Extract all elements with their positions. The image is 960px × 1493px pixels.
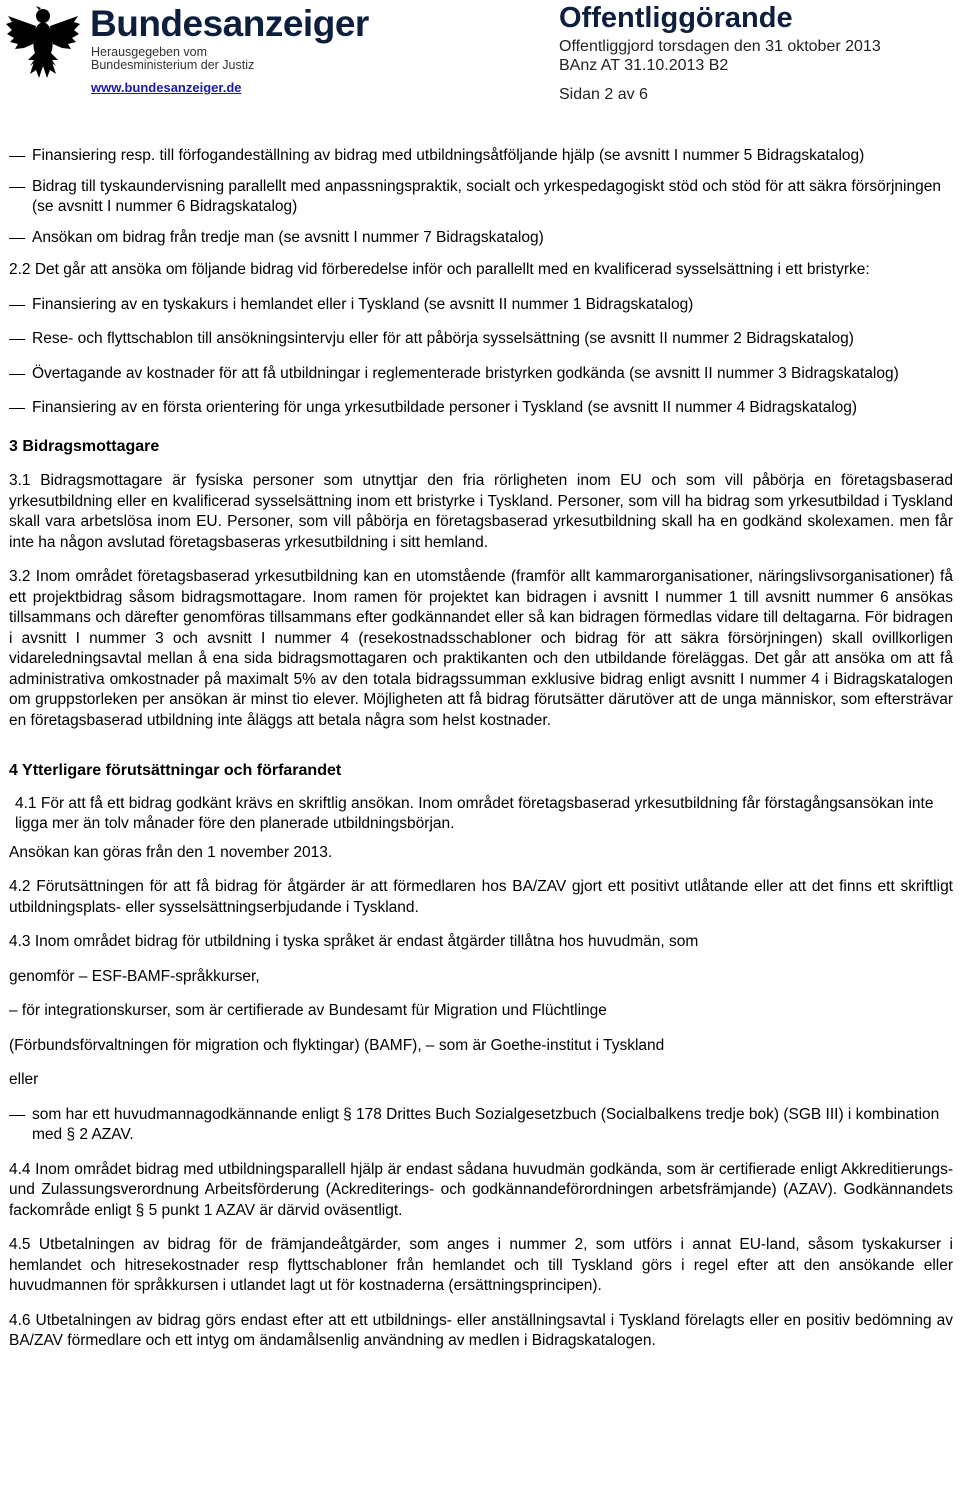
paragraph-4-1: 4.1 För att få ett bidrag godkänt krävs en skriftlig ansökan. Inom området företagsbaserad yrkesutbildning får förstagångsansökan inte ligga mer än tolv månader före den planerade utbildningsbörjan. <box>15 794 934 832</box>
list-item: Finansiering av en första orientering för unga yrkesutbildade personer i Tyskland (se avsnitt II nummer 4 Bidragskatalog) <box>9 398 953 419</box>
publication-title: Offentliggörande <box>559 2 793 34</box>
page-header <box>0 0 960 110</box>
paragraph-4-3: 4.3 Inom området bidrag för utbildning i tyska språket är endast åtgärder tillåtna hos huvudmän, som <box>9 933 699 950</box>
brand-url-link[interactable]: www.bundesanzeiger.de <box>91 80 242 95</box>
paragraph-4-4: 4.4 Inom området bidrag med utbildningsparallell hjälp är endast sådana huvudmän godkända, som är certifierade enligt Akkreditierungs- und Zulassungsverordnung Arbeitsförderung (Ackrediterings- och godkännandeförordningen arbetsfrämjande) (AZAV). Godkännandets fackområde enligt § 5 punkt 1 AZAV är därvid oväsentligt. <box>9 1160 953 1219</box>
paragraph-4-3-or: eller <box>9 1071 39 1088</box>
list-item: Övertagande av kostnader för att få utbildningar i reglementerade bristyrken godkända (se avsnitt II nummer 3 Bidragskatalog) <box>9 364 953 385</box>
section-heading-4: 4 Ytterligare förutsättningar och förfarandet <box>9 762 342 779</box>
list-item: Ansökan om bidrag från tredje man (se avsnitt I nummer 7 Bidragskatalog) <box>9 228 953 249</box>
page-number: Sidan 2 av 6 <box>559 86 648 103</box>
paragraph-3-2: 3.2 Inom området företagsbaserad yrkesutbildning kan en utomstående (framför allt kammarorganisationer, näringslivsorganisationer) få ett projektbidrag såsom bidragsmottagare. Inom ramen för projektet kan bidragen i avsnitt I nummer 1 till avsnitt nummer 6 ansökas tillsammans och därefter genomföras tillsammans efter godkännandet eller så kan bidragen förmedlas vidare till deltagarna. För bidragen i avsnitt I nummer 3 och avsnitt I nummer 4 (resekostnadsschabloner och bidrag för att säkra försörjningen) skall ovillkorligen vidareledningsavtal mellan å ena sida bidragsmottagaren och praktikanten och den utbildande föreläggas. Det går att ansöka om att få administrativa omkostnader på maximalt 5% av den totala bidragssumman exklusive bidrag enligt avsnitt I nummer 4 i Bidragskatalogen om gruppstorleken per ansökan är minst tio elever. Möjligheten att få bidrag förutsätter därutöver att de unga människor, som eftersträvar en företagsbaserad utbildning inte åläggs att betala några som helst kostnader. <box>9 568 953 729</box>
list-item: Finansiering av en tyskakurs i hemlandet eller i Tyskland (se avsnitt II nummer 1 Bidragskatalog) <box>9 295 953 316</box>
paragraph-4-1-date: Ansökan kan göras från den 1 november 2013. <box>9 843 333 861</box>
publication-date: Offentliggjord torsdagen den 31 oktober 2013 <box>559 38 881 55</box>
publication-reference: BAnz AT 31.10.2013 B2 <box>559 57 729 74</box>
list-item: Rese- och flyttschablon till ansökningsintervju eller för att påbörja sysselsättning (se avsnitt II nummer 2 Bidragskatalog) <box>9 329 953 350</box>
brand-sub-line1: Herausgegeben vom <box>91 45 208 59</box>
list-item: Finansiering resp. till förfogandeställning av bidrag med utbildningsåtföljande hjälp (se avsnitt I nummer 5 Bidragskatalog) <box>9 146 953 167</box>
document-body <box>9 146 953 1366</box>
list-item: Bidrag till tyskaundervisning parallellt med anpassningspraktik, socialt och yrkespedagogiskt stöd och stöd för att säkra försörjningen (se avsnitt I nummer 6 Bidragskatalog) <box>9 177 953 218</box>
brand-subtitle <box>91 46 254 72</box>
paragraph-4-2: 4.2 Förutsättningen för att få bidrag för åtgärder är att förmedlaren hos BA/ZAV gjort ett positivt utlåtande eller att det finns ett skriftligt utbildningsplats- eller sysselsättningserbjudande i Tyskland. <box>9 878 953 916</box>
paragraph-4-3-bamf: (Förbundsförvaltningen för migration och flyktingar) (BAMF), – som är Goethe-institut i Tyskland <box>9 1036 665 1054</box>
brand-title: Bundesanzeiger <box>90 3 369 44</box>
paragraph-4-6: 4.6 Utbetalningen av bidrag görs endast efter att ett utbildnings- eller anställningsavtal i Tyskland förelagts eller en positiv bedömning av BA/ZAV förmedlare och ett intyg om ändamålsenlig användning av medlen i Bidragskatalogen. <box>9 1311 953 1349</box>
paragraph-4-5: 4.5 Utbetalningen av bidrag för de främjandeåtgärder, som anges i nummer 2, som utförs i annat EU-land, såsom tyskakurser i hemlandet och hitresekostnader resp flyttschabloner från hemlandet och till Tyskland görs i regel efter att den ansökande eller huvudmannen för språkkursen i utlandet lagt ut för kostnaderna (ersättningsprincipen). <box>9 1236 953 1294</box>
list-item: som har ett huvudmannagodkännande enligt § 178 Drittes Buch Sozialgesetzbuch (Socialbalkens tredje bok) (SGB III) i kombination med § 2 AZAV. <box>9 1105 953 1146</box>
brand-sub-line2: Bundesministerium der Justiz <box>91 58 255 72</box>
paragraph-4-3-integration: – för integrationskurser, som är certifierade av Bundesamt für Migration und Flüchtlinge <box>9 1002 607 1019</box>
paragraph-2-2: 2.2 Det går att ansöka om följande bidrag vid förberedelse inför och parallellt med en kvalificerad sysselsättning i ett bristyrke: <box>9 261 870 278</box>
paragraph-3-1: 3.1 Bidragsmottagare är fysiska personer som utnyttjar den fria rörligheten inom EU och som vill påbörja en företagsbaserad yrkesutbildning eller en kvalificerad sysselsättning inom ett bristyrke i Tyskland. Personer, som vill ha bidrag som yrkesutbildad i Tyskland skall vara arbetslösa inom EU. Personer, som vill påbörja en företagsbaserad yrkesutbildning skall ha en godkänd skolexamen. men får inte ha någon avslutad företagsbaseras yrkesutbildning i sitt hemland. <box>9 472 953 551</box>
federal-eagle-icon <box>6 4 80 80</box>
paragraph-4-3-esf: genomför – ESF-BAMF-språkkurser, <box>9 967 260 985</box>
section-heading-3: 3 Bidragsmottagare <box>9 437 160 455</box>
